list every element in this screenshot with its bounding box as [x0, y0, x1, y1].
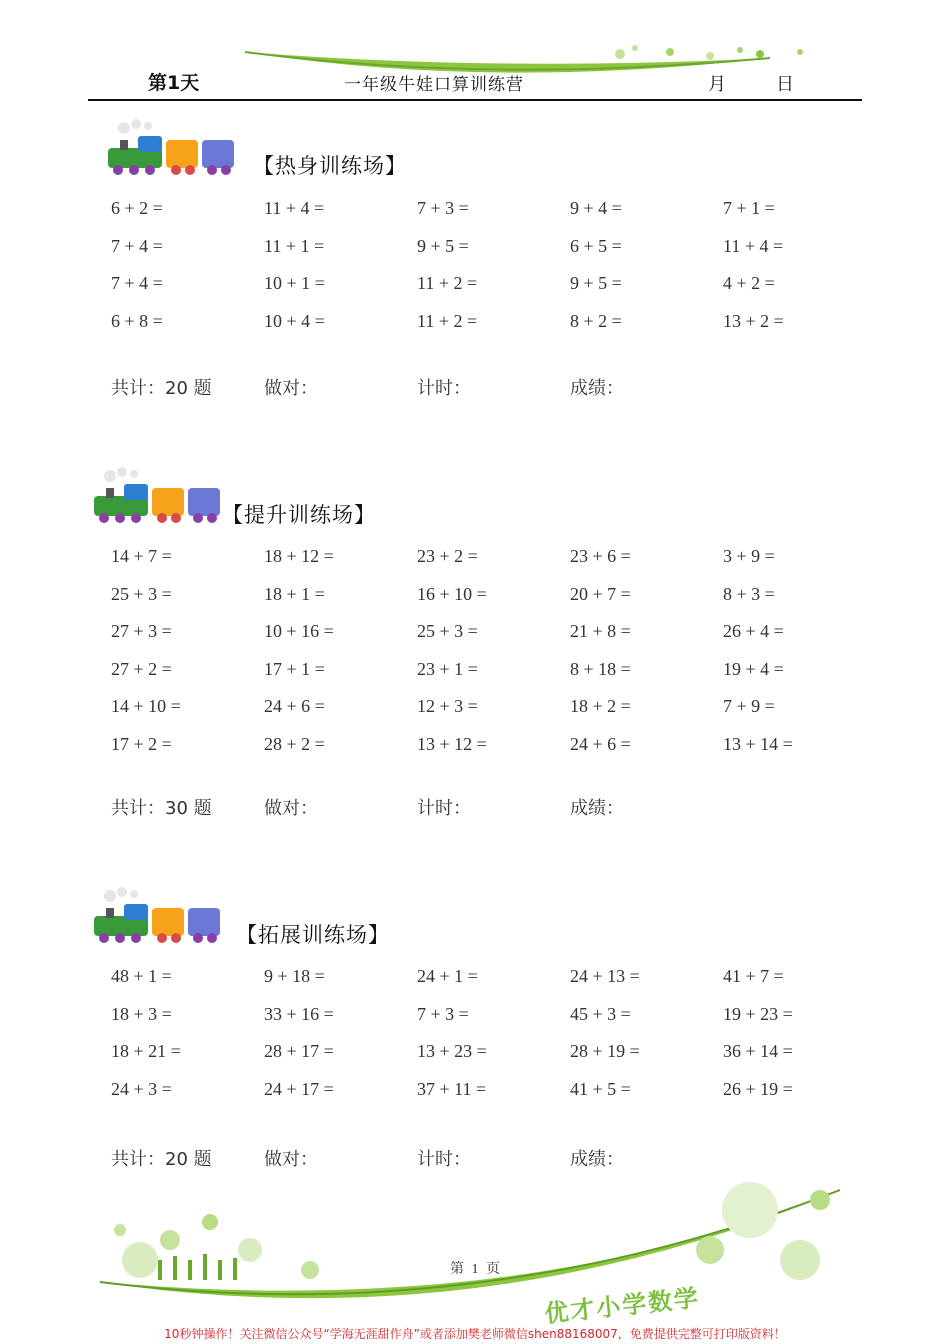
problem: 7 + 9 = [723, 696, 775, 716]
correct-field: 做对： [264, 798, 318, 819]
problem: 23 + 6 = [570, 546, 631, 566]
problem: 23 + 1 = [417, 658, 478, 679]
problem: 8 + 18 = [570, 658, 631, 679]
score-field: 成绩： [570, 1149, 624, 1170]
score-field: 成绩： [570, 798, 624, 819]
problem: 9 + 5 = [570, 273, 622, 293]
problem: 6 + 2 = [111, 198, 163, 218]
timer-field: 计时： [417, 1149, 471, 1170]
day-label: 第1天 [148, 72, 200, 94]
section-title-extend: 【拓展训练场】 [236, 923, 390, 947]
problem: 10 + 1 = [264, 273, 325, 293]
problem-grid-extend [111, 964, 876, 1114]
problem: 33 + 16 = [264, 1003, 334, 1024]
total-count: 共计：30 题 [111, 798, 212, 819]
problem: 27 + 2 = [111, 658, 172, 679]
problem: 24 + 3 = [111, 1078, 172, 1099]
brand-logo-text: 优才小学数学 [543, 1283, 702, 1329]
stats-row-improve [111, 794, 723, 820]
train-icon [90, 886, 225, 946]
problem: 24 + 13 = [570, 966, 640, 986]
problem: 19 + 4 = [723, 658, 784, 679]
problem: 13 + 2 = [723, 310, 784, 331]
problem: 25 + 3 = [111, 583, 172, 604]
problem: 41 + 7 = [723, 966, 784, 986]
page-number: 第 1 页 [450, 1262, 502, 1277]
problem: 9 + 4 = [570, 198, 622, 218]
problem: 24 + 17 = [264, 1078, 334, 1099]
problem: 3 + 9 = [723, 546, 775, 566]
problem: 18 + 1 = [264, 583, 325, 604]
timer-field: 计时： [417, 798, 471, 819]
problem: 36 + 14 = [723, 1041, 793, 1061]
train-icon [104, 118, 239, 178]
problem-grid-improve [111, 544, 876, 769]
problem: 18 + 21 = [111, 1041, 181, 1061]
footer-leaf-decoration [100, 1170, 860, 1330]
problem: 26 + 19 = [723, 1078, 793, 1099]
timer-field: 计时： [417, 378, 471, 399]
problem: 10 + 16 = [264, 621, 334, 641]
problem: 13 + 12 = [417, 733, 487, 754]
problem: 11 + 4 = [264, 198, 325, 218]
page-title: 一年级牛娃口算训练营 [344, 75, 524, 95]
problem: 8 + 3 = [723, 583, 775, 604]
problem: 18 + 12 = [264, 546, 334, 566]
problem: 26 + 4 = [723, 621, 784, 641]
problem: 18 + 3 = [111, 1003, 172, 1024]
score-field: 成绩： [570, 378, 624, 399]
train-icon [90, 466, 225, 526]
total-count: 共计：20 题 [111, 1149, 212, 1170]
correct-field: 做对： [264, 1149, 318, 1170]
section-title-warmup: 【热身训练场】 [253, 154, 407, 178]
problem: 6 + 8 = [111, 310, 163, 331]
problem: 25 + 3 = [417, 621, 478, 641]
problem: 10 + 4 = [264, 310, 325, 331]
problem: 28 + 19 = [570, 1041, 640, 1061]
problem: 8 + 2 = [570, 310, 622, 331]
total-count: 共计：20 题 [111, 378, 212, 399]
problem: 18 + 2 = [570, 696, 631, 716]
problem: 7 + 3 = [417, 1003, 469, 1024]
problem: 11 + 4 = [723, 235, 784, 256]
problem: 16 + 10 = [417, 583, 487, 604]
problem: 9 + 18 = [264, 966, 325, 986]
problem: 13 + 23 = [417, 1041, 487, 1061]
problem: 27 + 3 = [111, 621, 172, 641]
header-divider [88, 99, 862, 101]
problem: 41 + 5 = [570, 1078, 631, 1099]
stats-row-warmup [111, 374, 723, 400]
problem: 17 + 2 = [111, 733, 172, 754]
problem: 48 + 1 = [111, 966, 172, 986]
problem: 45 + 3 = [570, 1003, 631, 1024]
problem: 21 + 8 = [570, 621, 631, 641]
problem: 24 + 1 = [417, 966, 478, 986]
problem: 6 + 5 = [570, 235, 622, 256]
problem: 23 + 2 = [417, 546, 478, 566]
problem: 37 + 11 = [417, 1078, 487, 1099]
problem: 11 + 2 = [417, 273, 478, 293]
problem: 7 + 4 = [111, 273, 163, 293]
problem: 24 + 6 = [570, 733, 631, 754]
section-title-improve: 【提升训练场】 [222, 503, 376, 527]
problem: 9 + 5 = [417, 235, 469, 256]
problem: 19 + 23 = [723, 1003, 793, 1024]
problem: 13 + 14 = [723, 733, 793, 754]
problem: 12 + 3 = [417, 696, 478, 716]
problem: 11 + 2 = [417, 310, 478, 331]
problem: 7 + 4 = [111, 235, 163, 256]
correct-field: 做对： [264, 378, 318, 399]
stats-row-extend [111, 1145, 723, 1171]
problem: 7 + 1 = [723, 198, 775, 218]
problem: 28 + 17 = [264, 1041, 334, 1061]
problem: 20 + 7 = [570, 583, 631, 604]
problem: 14 + 7 = [111, 546, 172, 566]
problem: 11 + 1 = [264, 235, 325, 256]
problem: 17 + 1 = [264, 658, 325, 679]
problem: 28 + 2 = [264, 733, 325, 754]
promo-footer-note: 10秒钟操作！关注微信公众号“学海无涯甜作舟”或者添加樊老师微信shen88168007，免费提供完整可打印版资料！ [164, 1327, 786, 1341]
month-label: 月 [708, 74, 726, 95]
problem-grid-warmup [111, 196, 876, 346]
problem: 24 + 6 = [264, 696, 325, 716]
problem: 7 + 3 = [417, 198, 469, 218]
problem: 4 + 2 = [723, 273, 775, 293]
date-day-label: 日 [776, 74, 794, 95]
problem: 14 + 10 = [111, 696, 181, 716]
